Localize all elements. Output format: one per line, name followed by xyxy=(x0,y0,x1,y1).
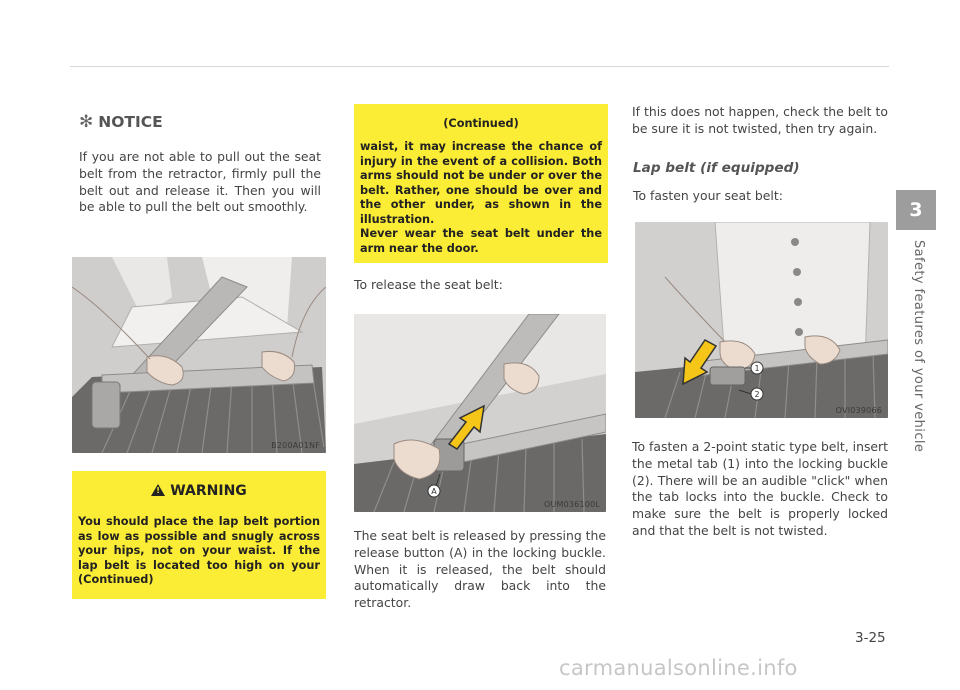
page-number: 3-25 xyxy=(855,630,886,646)
continued-paragraph-2: Never wear the seat belt under the arm near the door. xyxy=(360,227,602,255)
warning-heading xyxy=(72,483,326,499)
warning-continued: (Continued) xyxy=(78,573,154,586)
notice-title: NOTICE xyxy=(98,113,163,131)
retry-text: If this does not happen, check the belt to be sure it is not twisted, then try again. xyxy=(632,104,888,136)
lap-belt-heading: Lap belt (if equipped) xyxy=(633,160,800,176)
figure-seatbelt-retractor xyxy=(72,257,326,453)
top-rule xyxy=(70,66,889,67)
illustration-lap-belt xyxy=(635,222,888,418)
figure-caption: OVI039066 xyxy=(835,406,882,415)
notice-text: If you are not able to pull out the seat belt from the retractor, firmly pull the belt out and release it. Then you will be able to pull the belt out smoothly. xyxy=(79,149,321,215)
chapter-side-title: Safety features of your vehicle xyxy=(911,240,926,453)
warning-title: WARNING xyxy=(170,483,247,499)
fasten-heading: To fasten your seat belt: xyxy=(633,188,783,203)
continued-title: (Continued) xyxy=(443,117,519,130)
fasten-text: To fasten a 2-point static type belt, insert the metal tab (1) into the locking buckle (2). There will be an audible "click" when the tab locks into the buckle. Check to make sure the belt is properly locked and that the belt is not twisted. xyxy=(632,439,888,538)
figure-lap-belt xyxy=(635,222,888,418)
warning-text: You should place the lap belt portion as low as possible and snugly across your hips, not on your waist. If the lap belt is located too high on your xyxy=(78,515,320,572)
release-heading: To release the seat belt: xyxy=(354,277,503,292)
warning-triangle-icon xyxy=(151,484,165,496)
label-1: 1 xyxy=(754,364,760,373)
label-a: A xyxy=(431,487,437,496)
label-2: 2 xyxy=(754,390,760,399)
watermark: carmanualsonline.info xyxy=(559,656,798,680)
asterisk-icon: ✻ xyxy=(79,112,94,132)
figure-caption: OUM036100L xyxy=(543,500,600,509)
illustration-retractor xyxy=(72,257,326,453)
release-text: The seat belt is released by pressing the release button (A) in the locking buckle. When it is released, the belt should automatically draw back into the retractor. xyxy=(354,528,606,611)
notice-heading xyxy=(79,112,163,132)
figure-caption: B200A01NF xyxy=(271,441,320,450)
chapter-tab: 3 xyxy=(896,190,936,230)
figure-release-buckle xyxy=(354,314,606,512)
continued-paragraph-1: waist, it may increase the chance of injury in the event of a collision. Both arms should not be under or over the belt. Rather, one should be over and the other under, as shown in the illustration. xyxy=(360,140,602,226)
continued-warning-box xyxy=(354,104,608,263)
illustration-release xyxy=(354,314,606,512)
continued-text xyxy=(360,140,602,256)
warning-box xyxy=(72,471,326,599)
